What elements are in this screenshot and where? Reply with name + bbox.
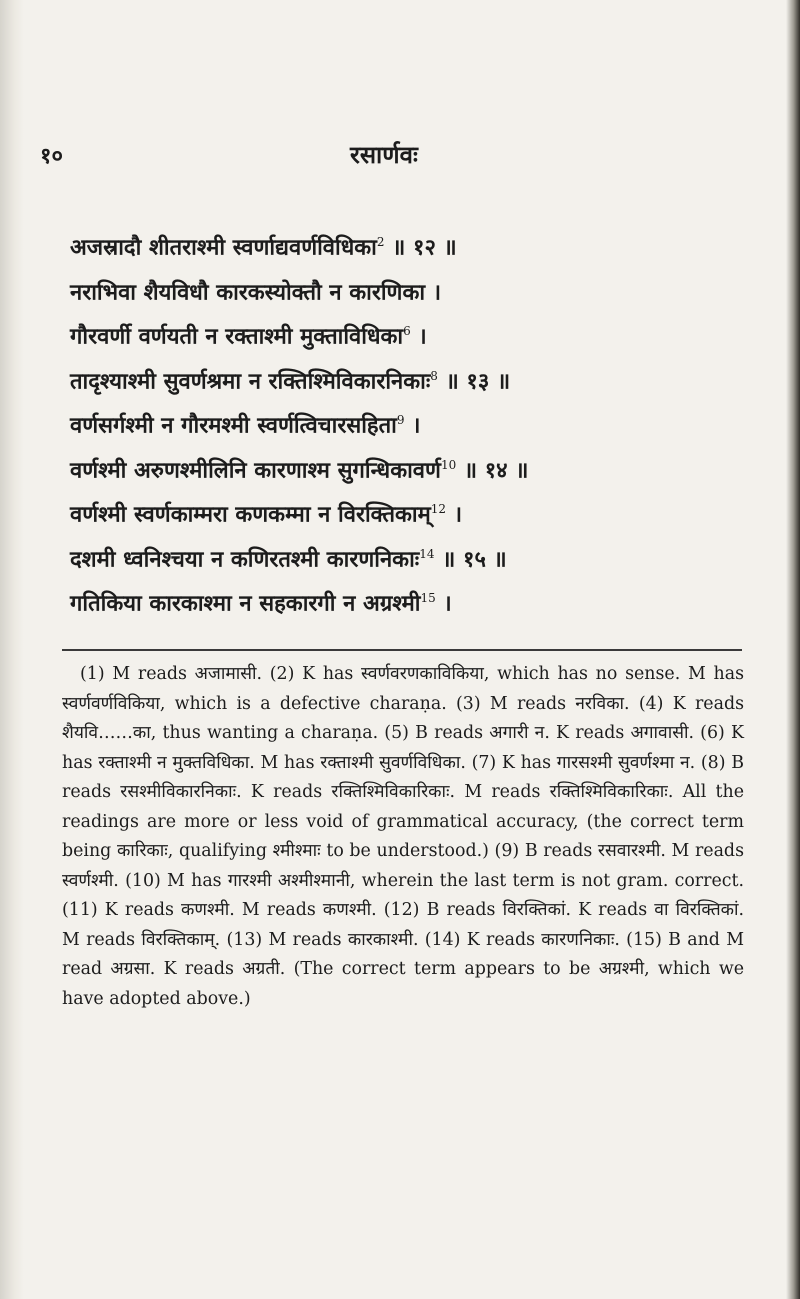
footnotes: (1) M reads अजामासी. (2) K has स्वर्णवरणकाविकिया, which has no sense. M has स्वर्णवर्णविकिया, which is a defective charaṇa. (3) M reads नरविका. (4) K reads शैयवि……का, thus wanting a charaṇa. (5) B reads अगारी न. K reads अगावासी. (6) K has रक्ताश्मी न मुक्तविधिका. M has रक्ताश्मी सुवर्णविधिका. (7) K has गारसश्मी सुवर्णश्मा न. (8) B reads रसश्मीविकारनिकाः. K reads रक्तिश्मिविकारिकाः. M reads रक्तिश्मिविकारिकाः. All the readings are more or less void of grammatical accuracy, (the correct term being कारिकाः, qualifying श्मीश्माः to be understood.) (9) B reads रसवारश्मी. M reads स्वर्णश्मी. (10) M has गारश्मी अश्मीश्मानी, wherein the last term is not gram. correct. (11) K reads कणश्मी. M reads कणश्मी. (12) B reads विरक्तिकां. K reads वा विरक्तिकां. M reads विरक्तिकाम्. (13) M reads कारकाश्मी. (14) K reads कारणनिकाः. (15) B and M read अग्रसा. K reads अग्रती. (The correct term appears to be अग्रश्मी, which we have adopted above.) — [62, 664, 744, 1009]
verse-line: दशमी ध्वनिश्चया न कणिरतश्मी कारणनिकाः$^{14}$ ॥ १५ ॥ — [70, 545, 507, 572]
verse-line: अजस्रादौ शीतराश्मी स्वर्णाद्यवर्णविधिका$^2$ ॥ १२ ॥ — [70, 234, 457, 261]
page-binding-shadow-left — [0, 0, 24, 1299]
footnote-divider — [62, 649, 742, 651]
page-binding-shadow-right — [786, 0, 800, 1299]
page-number: १० — [40, 143, 63, 169]
verse-line: वर्णश्मी अरुणश्मीलिनि कारणाश्म सुगन्धिकावर्ण$^{10}$ ॥ १४ ॥ — [70, 456, 529, 483]
verse-line: गौरवर्णी वर्णयती न रक्ताश्मी मुक्ताविधिका$^6$ । — [70, 323, 427, 350]
page-header — [40, 140, 780, 176]
verse-line: वर्णसर्गश्मी न गौरमश्मी स्वर्णत्विचारसहिता$^9$ । — [70, 412, 421, 439]
verse-line: नराभिवा शैयविधौ कारकस्योक्तौ न कारणिका । — [70, 278, 442, 305]
verse-line: तादृश्याश्मी सुवर्णश्रमा न रक्तिश्मिविकारनिकाः$^8$ ॥ १३ ॥ — [70, 367, 511, 394]
verse-block — [70, 220, 710, 621]
verse-line: गतिकिया कारकाश्मा न सहकारगी न अग्रश्मी$^{15}$ । — [70, 590, 452, 617]
verse-line: वर्णश्मी स्वर्णकाम्मरा कणकम्मा न विरक्तिकाम्$^{12}$ । — [70, 501, 463, 528]
running-title: रसार्णवः — [350, 140, 418, 169]
